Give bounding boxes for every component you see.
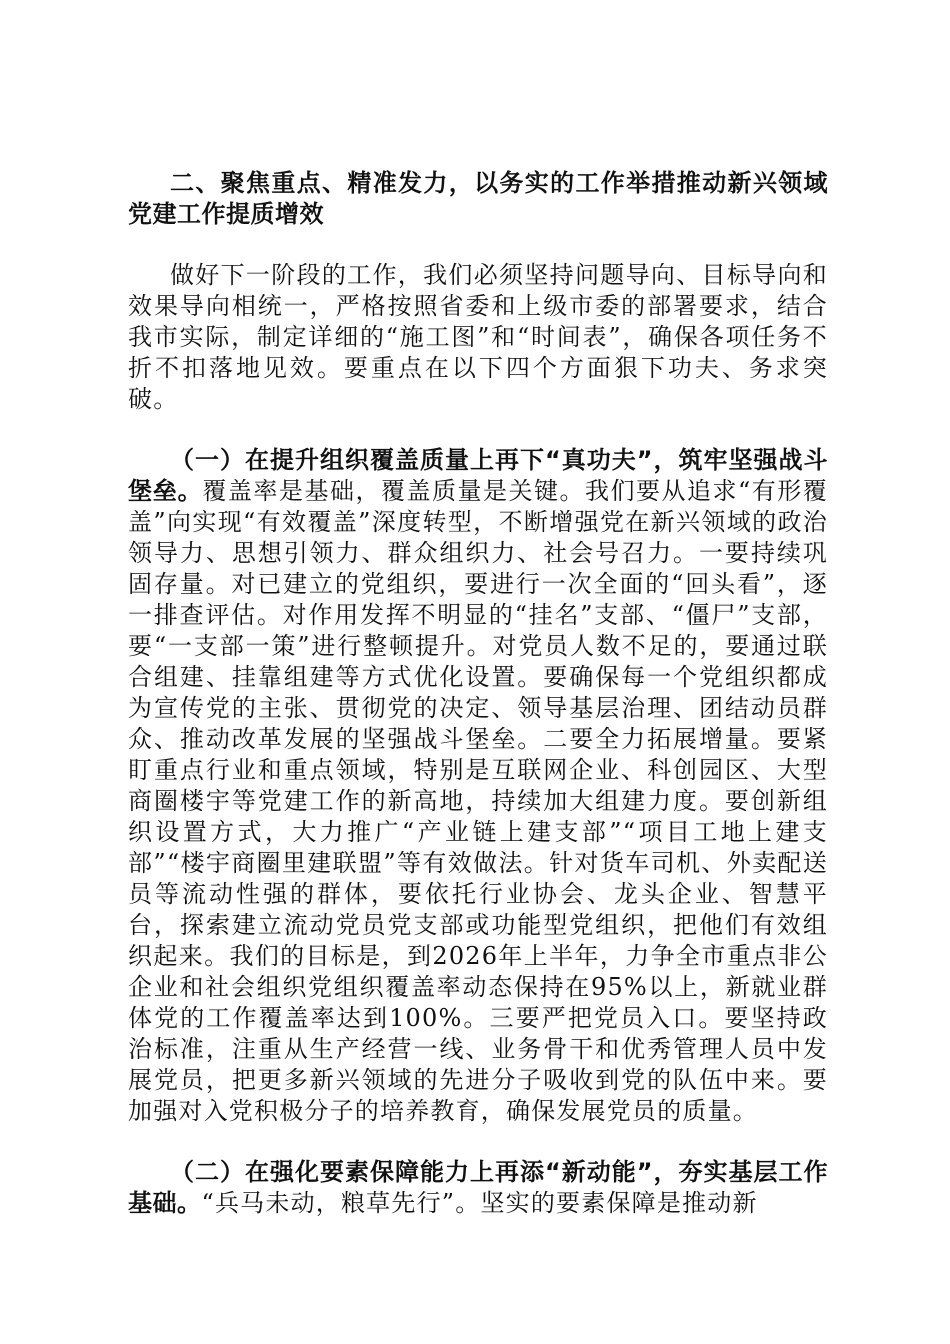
paragraph-item-2-text: “兵马未动，粮草先行”。坚实的要素保障是推动新 <box>201 1189 758 1217</box>
section-heading: 二、聚焦重点、精准发力，以务实的工作举措推动新兴领域党建工作提质增效 <box>128 169 828 228</box>
paragraph-item-1 <box>128 445 828 1127</box>
paragraph-item-2 <box>128 1157 828 1219</box>
paragraph-intro <box>128 260 828 415</box>
document-page <box>128 168 828 1249</box>
paragraph-intro-text: 做好下一阶段的工作，我们必须坚持问题导向、目标导向和效果导向相统一，严格按照省委和上级市委的部署要求，结合我市实际，制定详细的“施工图”和“时间表”，确保各项任务不折不扣落地见效。要重点在以下四个方面狠下功夫、务求突破。 <box>128 261 828 413</box>
paragraph-item-2-lead: （二）在强化要素保障能力上再添“新动能”，夯实基层工作基础。 <box>128 1158 828 1217</box>
paragraph-item-1-text: 覆盖率是基础，覆盖质量是关键。我们要从追求“有形覆盖”向实现“有效覆盖”深度转型，不断增强党在新兴领域的政治领导力、思想引领力、群众组织力、社会号召力。一要持续巩固存量。对已建立的党组织，要进行一次全面的“回头看”，逐一排查评估。对作用发挥不明显的“挂名”支部、“僵尸”支部，要“一支部一策”进行整顿提升。对党员人数不足的，要通过联合组建、挂靠组建等方式优化设置。要确保每一个党组织都成为宣传党的主张、贯彻党的决定、领导基层治理、团结动员群众、推动改革发展的坚强战斗堡垒。二要全力拓展增量。要紧盯重点行业和重点领域，特别是互联网企业、科创园区、大型商圈楼宇等党建工作的新高地，持续加大组建力度。要创新组织设置方式，大力推广“产业链上建支部”“项目工地上建支部”“楼宇商圈里建联盟”等有效做法。针对货车司机、外卖配送员等流动性强的群体，要依托行业协会、龙头企业、智慧平台，探索建立流动党员党支部或功能型党组织，把他们有效组织起来。我们的目标是，到2026年上半年，力争全市重点非公企业和社会组织党组织覆盖率动态保持在95%以上，新就业群体党的工作覆盖率达到100%。三要严把党员入口。要坚持政治标准，注重从生产经营一线、业务骨干和优秀管理人员中发展党员，把更多新兴领域的先进分子吸收到党的队伍中来。要加强对入党积极分子的培养教育，确保发展党员的质量。 <box>128 477 828 1125</box>
paragraph-item-1-lead: （一）在提升组织覆盖质量上再下“真功夫”，筑牢坚强战斗堡垒。 <box>128 446 828 505</box>
